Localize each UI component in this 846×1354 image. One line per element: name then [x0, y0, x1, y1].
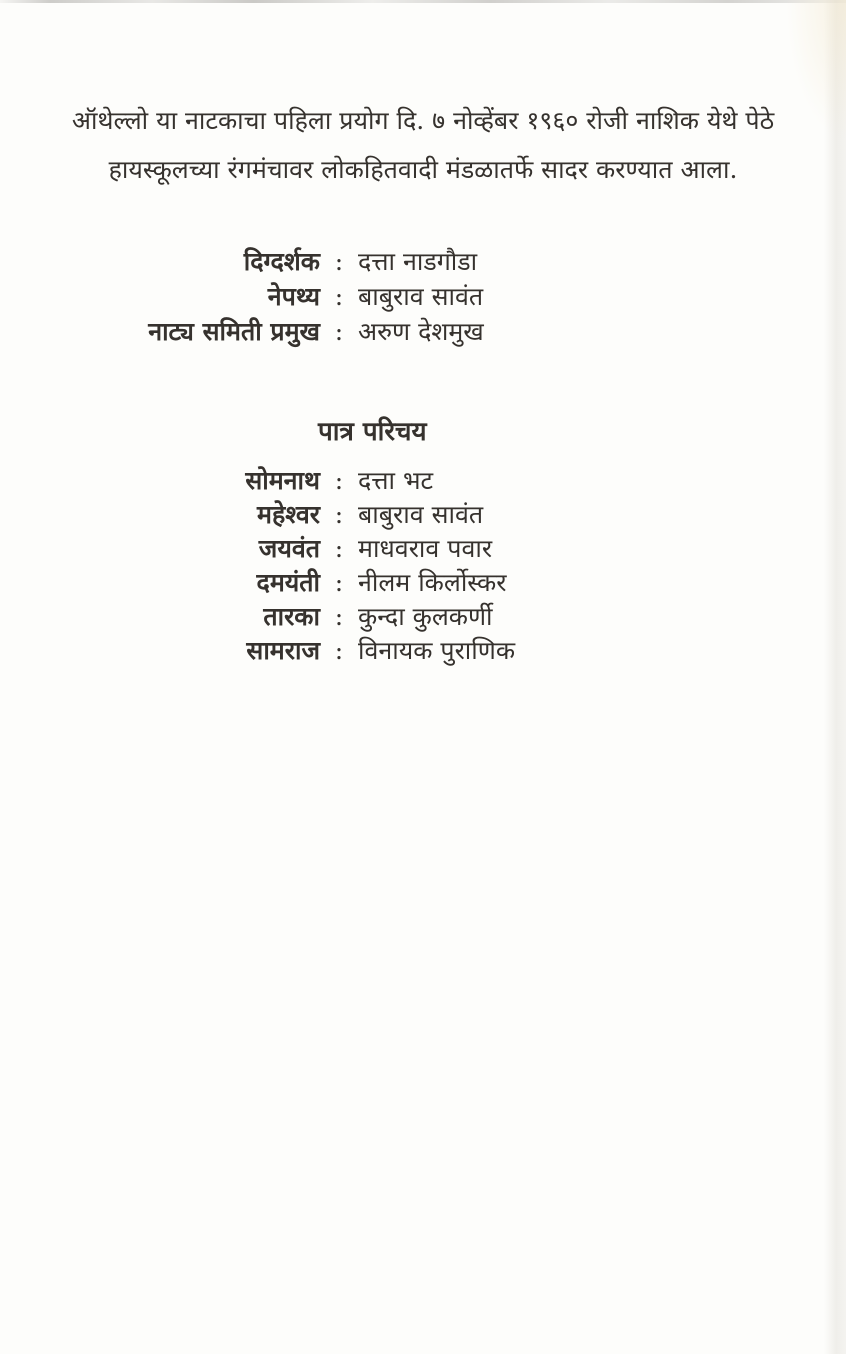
credit-person: दत्ता नाडगौडा	[358, 247, 478, 276]
cast-character: जयवंत	[258, 534, 320, 563]
credit-role: दिग्दर्शक	[243, 247, 320, 276]
cast-actor: नीलम किर्लोस्कर	[358, 568, 507, 597]
credit-colon: :	[334, 247, 344, 276]
cast-character: दमयंती	[256, 568, 320, 597]
cast-character: सोमनाथ	[245, 466, 320, 495]
cast-colon: :	[334, 466, 344, 495]
premiere-note-line1: ऑथेल्लो या नाटकाचा पहिला प्रयोग दि. ७ नोव्हेंबर १९६० रोजी नाशिक येथे पेठे	[71, 106, 775, 135]
cast-colon: :	[334, 534, 344, 563]
cast-character: सामराज	[246, 636, 320, 665]
cast-character: तारका	[263, 602, 320, 631]
cast-character: महेश्वर	[257, 500, 320, 529]
production-credits	[0, 244, 846, 349]
premiere-note-line2: हायस्कूलच्या रंगमंचावर लोकहितवादी मंडळातर्फे सादर करण्यात आला.	[108, 155, 738, 184]
cast-actor: माधवराव पवार	[358, 534, 493, 563]
credit-person: बाबुराव सावंत	[358, 282, 484, 311]
cast-colon: :	[334, 500, 344, 529]
credit-colon: :	[334, 317, 344, 346]
cast-section-heading: पात्र परिचय	[318, 417, 427, 447]
cast-actor: दत्ता भट	[358, 466, 434, 495]
credit-role: नाट्य समिती प्रमुख	[148, 317, 320, 346]
scan-edge-top-artifact	[0, 0, 846, 3]
cast-actor: कुन्दा कुलकर्णी	[358, 602, 493, 631]
cast-actor: विनायक पुराणिक	[358, 636, 516, 665]
credit-person: अरुण देशमुख	[358, 317, 484, 346]
cast-colon: :	[334, 568, 344, 597]
cast-list	[0, 464, 846, 668]
credit-role: नेपथ्य	[267, 282, 320, 311]
premiere-note	[0, 96, 846, 194]
scan-edge-right-shade	[824, 0, 846, 1354]
cast-actor: बाबुराव सावंत	[358, 500, 484, 529]
credit-colon: :	[334, 282, 344, 311]
cast-colon: :	[334, 636, 344, 665]
cast-colon: :	[334, 602, 344, 631]
